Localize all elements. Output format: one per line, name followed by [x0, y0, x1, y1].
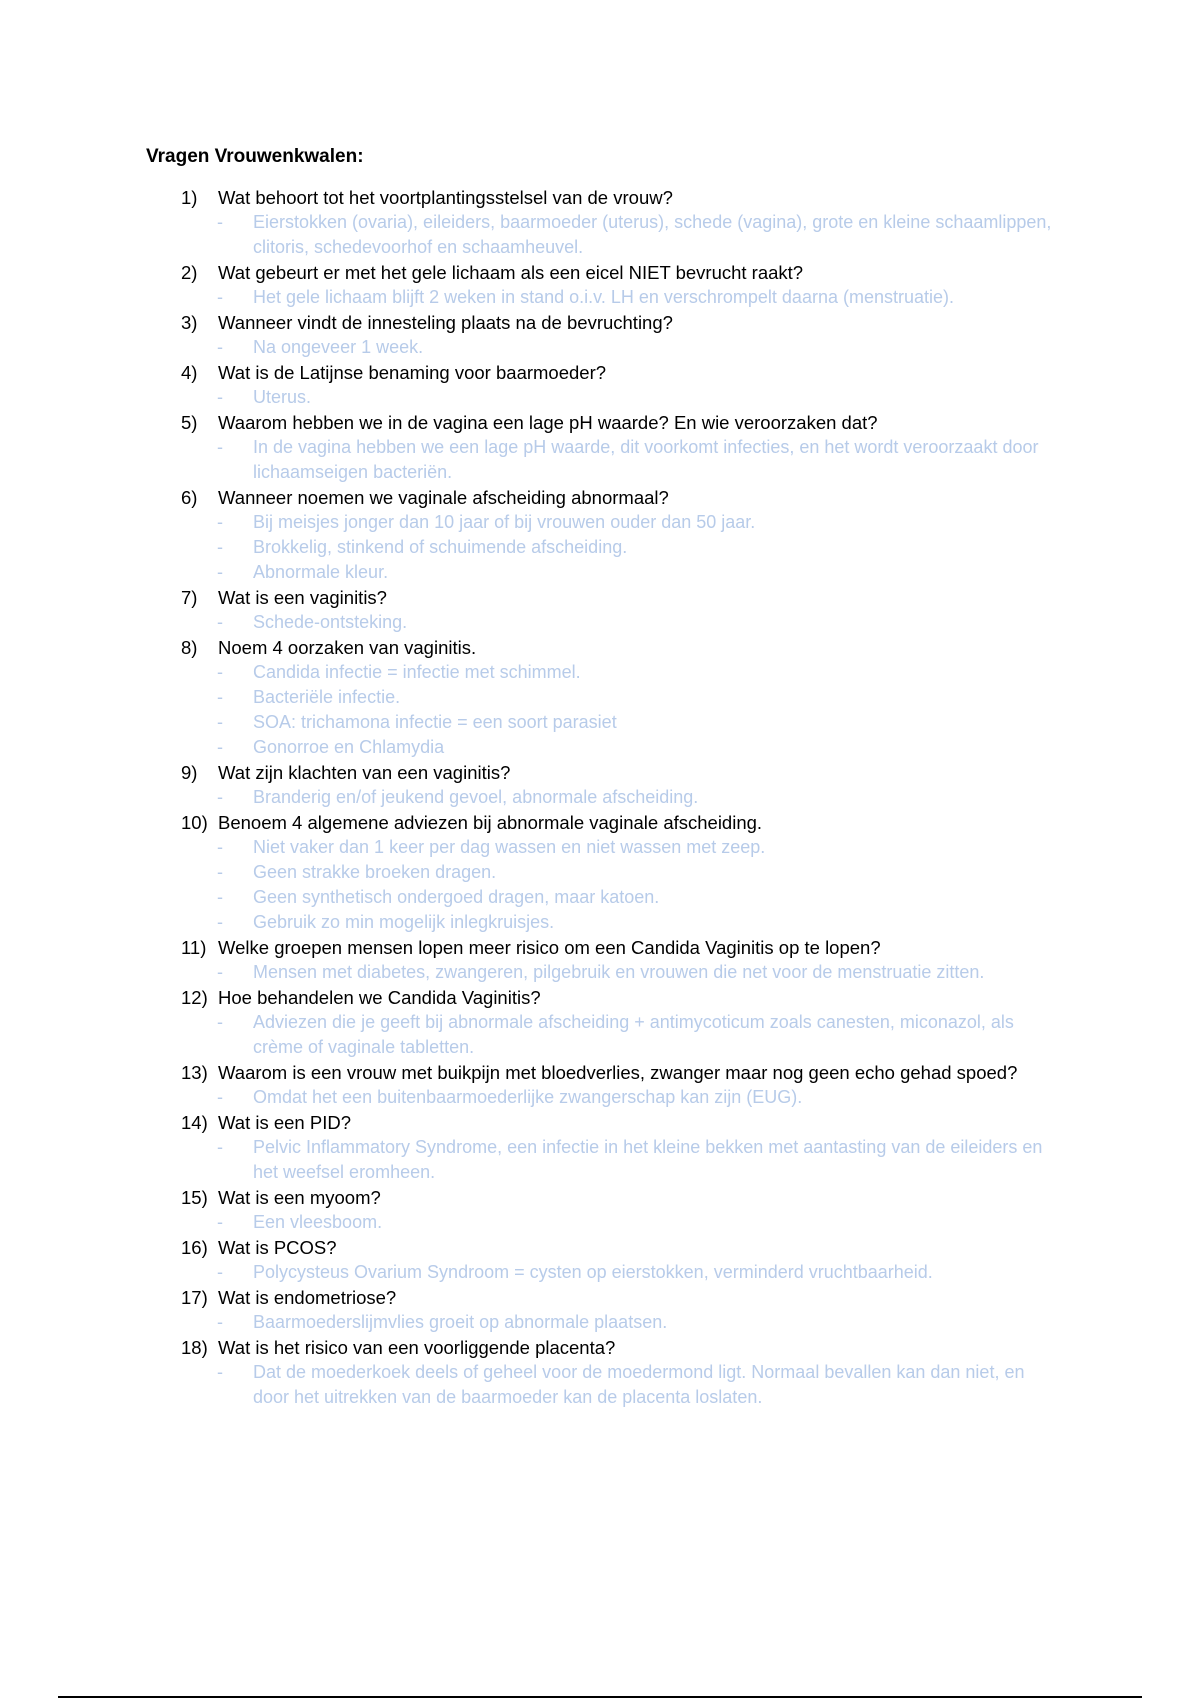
- question-number: 17): [181, 1287, 208, 1308]
- question: [181, 310, 1061, 335]
- answer-item: [181, 435, 1061, 485]
- question: [181, 760, 1061, 785]
- answer-text: Gonorroe en Chlamydia: [253, 737, 445, 757]
- dash-bullet-icon: -: [217, 1262, 223, 1282]
- question-number: 1): [181, 187, 198, 208]
- question-item: [181, 310, 1061, 360]
- answer-text: Eierstokken (ovaria), eileiders, baarmoeder (uterus), schede (vagina), grote en kleine schaamlippen, clitoris, schedevoorhof en schaamheuvel.: [253, 212, 1052, 257]
- question-number: 5): [181, 412, 198, 433]
- question-item: [181, 1060, 1061, 1110]
- answer-text: Gebruik zo min mogelijk inlegkruisjes.: [253, 912, 555, 932]
- question-number: 7): [181, 587, 198, 608]
- question-text: Wat zijn klachten van een vaginitis?: [218, 762, 511, 783]
- answer-list: [181, 1135, 1061, 1185]
- question-item: [181, 635, 1061, 760]
- question-item: [181, 360, 1061, 410]
- answer-list: [181, 1260, 1061, 1285]
- dash-bullet-icon: -: [217, 912, 223, 932]
- answer-list: [181, 1210, 1061, 1235]
- question-number: 15): [181, 1187, 208, 1208]
- dash-bullet-icon: -: [217, 1312, 223, 1332]
- question-number: 13): [181, 1062, 208, 1083]
- dash-bullet-icon: -: [217, 337, 223, 357]
- question-text: Waarom hebben we in de vagina een lage pH waarde? En wie veroorzaken dat?: [218, 412, 878, 433]
- answer-text: Dat de moederkoek deels of geheel voor de moedermond ligt. Normaal bevallen kan dan niet, en door het uitrekken van de baarmoeder kan de placenta loslaten.: [253, 1362, 1025, 1407]
- answer-text: Omdat het een buitenbaarmoederlijke zwangerschap kan zijn (EUG).: [253, 1087, 803, 1107]
- answer-item: [181, 735, 1061, 760]
- answer-text: Mensen met diabetes, zwangeren, pilgebruik en vrouwen die net voor de menstruatie zitten.: [253, 962, 985, 982]
- question-text: Wanneer vindt de innesteling plaats na de bevruchting?: [218, 312, 673, 333]
- answer-text: Niet vaker dan 1 keer per dag wassen en niet wassen met zeep.: [253, 837, 766, 857]
- answer-text: Na ongeveer 1 week.: [253, 337, 424, 357]
- answer-text: Branderig en/of jeukend gevoel, abnormale afscheiding.: [253, 787, 699, 807]
- answer-item: [181, 860, 1061, 885]
- dash-bullet-icon: -: [217, 612, 223, 632]
- question-item: [181, 1335, 1061, 1410]
- answer-item: [181, 1360, 1061, 1410]
- question: [181, 1335, 1061, 1360]
- dash-bullet-icon: -: [217, 662, 223, 682]
- answer-text: Abnormale kleur.: [253, 562, 389, 582]
- dash-bullet-icon: -: [217, 387, 223, 407]
- question: [181, 585, 1061, 610]
- answer-list: [181, 210, 1061, 260]
- question-text: Wat is een PID?: [218, 1112, 351, 1133]
- question-number: 3): [181, 312, 198, 333]
- question: [181, 810, 1061, 835]
- dash-bullet-icon: -: [217, 1087, 223, 1107]
- dash-bullet-icon: -: [217, 837, 223, 857]
- answer-item: [181, 710, 1061, 735]
- question: [181, 410, 1061, 435]
- question: [181, 935, 1061, 960]
- question-number: 8): [181, 637, 198, 658]
- answer-list: [181, 385, 1061, 410]
- answer-item: [181, 285, 1061, 310]
- answer-item: [181, 910, 1061, 935]
- dash-bullet-icon: -: [217, 212, 223, 232]
- question-item: [181, 260, 1061, 310]
- question-number: 4): [181, 362, 198, 383]
- question-list: [181, 185, 1061, 1410]
- answer-text: Polycysteus Ovarium Syndroom = cysten op eierstokken, verminderd vruchtbaarheid.: [253, 1262, 933, 1282]
- answer-list: [181, 610, 1061, 635]
- answer-text: Adviezen die je geeft bij abnormale afscheiding + antimycoticum zoals canesten, miconazol, als crème of vaginale tabletten.: [253, 1012, 1014, 1057]
- answer-list: [181, 660, 1061, 760]
- question-text: Wat is de Latijnse benaming voor baarmoeder?: [218, 362, 607, 383]
- question: [181, 260, 1061, 285]
- answer-list: [181, 435, 1061, 485]
- question-text: Wat is het risico van een voorliggende placenta?: [218, 1337, 616, 1358]
- answer-list: [181, 1360, 1061, 1410]
- question-text: Wat behoort tot het voortplantingsstelsel van de vrouw?: [218, 187, 673, 208]
- question-text: Wat is PCOS?: [218, 1237, 337, 1258]
- question-item: [181, 935, 1061, 985]
- question-text: Wat is een myoom?: [218, 1187, 381, 1208]
- question-item: [181, 585, 1061, 635]
- answer-item: [181, 510, 1061, 535]
- answer-text: Uterus.: [253, 387, 312, 407]
- dash-bullet-icon: -: [217, 537, 223, 557]
- dash-bullet-icon: -: [217, 287, 223, 307]
- answer-item: [181, 335, 1061, 360]
- answer-list: [181, 785, 1061, 810]
- dash-bullet-icon: -: [217, 962, 223, 982]
- question-number: 18): [181, 1337, 208, 1358]
- answer-list: [181, 335, 1061, 360]
- question: [181, 185, 1061, 210]
- page-divider: [58, 1696, 1142, 1698]
- question-text: Wanneer noemen we vaginale afscheiding abnormaal?: [218, 487, 669, 508]
- answer-list: [181, 835, 1061, 935]
- question-text: Noem 4 oorzaken van vaginitis.: [218, 637, 477, 658]
- answer-text: Geen strakke broeken dragen.: [253, 862, 497, 882]
- answer-item: [181, 1085, 1061, 1110]
- question-text: Wat is endometriose?: [218, 1287, 397, 1308]
- answer-list: [181, 285, 1061, 310]
- answer-item: [181, 1210, 1061, 1235]
- question-item: [181, 1110, 1061, 1185]
- question: [181, 1285, 1061, 1310]
- dash-bullet-icon: -: [217, 737, 223, 757]
- dash-bullet-icon: -: [217, 862, 223, 882]
- answer-text: Het gele lichaam blijft 2 weken in stand o.i.v. LH en verschrompelt daarna (menstruatie).: [253, 287, 954, 307]
- dash-bullet-icon: -: [217, 687, 223, 707]
- dash-bullet-icon: -: [217, 712, 223, 732]
- dash-bullet-icon: -: [217, 1137, 223, 1157]
- answer-list: [181, 510, 1061, 585]
- dash-bullet-icon: -: [217, 887, 223, 907]
- question-item: [181, 985, 1061, 1060]
- question-item: [181, 410, 1061, 485]
- question-text: Wat gebeurt er met het gele lichaam als een eicel NIET bevrucht raakt?: [218, 262, 804, 283]
- answer-list: [181, 960, 1061, 985]
- answer-list: [181, 1310, 1061, 1335]
- question-text: Waarom is een vrouw met buikpijn met bloedverlies, zwanger maar nog geen echo gehad spoed?: [218, 1062, 1018, 1083]
- answer-item: [181, 385, 1061, 410]
- answer-item: [181, 1135, 1061, 1185]
- dash-bullet-icon: -: [217, 437, 223, 457]
- question-number: 12): [181, 987, 208, 1008]
- question-item: [181, 1285, 1061, 1335]
- answer-text: Baarmoederslijmvlies groeit op abnormale plaatsen.: [253, 1312, 668, 1332]
- answer-item: [181, 610, 1061, 635]
- answer-text: Bacteriële infectie.: [253, 687, 401, 707]
- answer-item: [181, 1260, 1061, 1285]
- dash-bullet-icon: -: [217, 787, 223, 807]
- dash-bullet-icon: -: [217, 512, 223, 532]
- question-item: [181, 760, 1061, 810]
- answer-item: [181, 210, 1061, 260]
- dash-bullet-icon: -: [217, 562, 223, 582]
- question-item: [181, 1185, 1061, 1235]
- question-item: [181, 185, 1061, 260]
- question-number: 6): [181, 487, 198, 508]
- answer-list: [181, 1010, 1061, 1060]
- question: [181, 985, 1061, 1010]
- answer-text: Schede-ontsteking.: [253, 612, 408, 632]
- question: [181, 485, 1061, 510]
- question-text: Hoe behandelen we Candida Vaginitis?: [218, 987, 541, 1008]
- answer-item: [181, 785, 1061, 810]
- answer-item: [181, 1310, 1061, 1335]
- answer-item: [181, 660, 1061, 685]
- answer-text: Candida infectie = infectie met schimmel.: [253, 662, 581, 682]
- answer-item: [181, 560, 1061, 585]
- question: [181, 635, 1061, 660]
- question-text: Welke groepen mensen lopen meer risico om een Candida Vaginitis op te lopen?: [218, 937, 881, 958]
- question-number: 10): [181, 812, 208, 833]
- answer-text: Pelvic Inflammatory Syndrome, een infectie in het kleine bekken met aantasting van de eileiders en het weefsel eromheen.: [253, 1137, 1043, 1182]
- page-title: Vragen Vrouwenkwalen:: [146, 146, 364, 167]
- question-number: 16): [181, 1237, 208, 1258]
- question-item: [181, 810, 1061, 935]
- answer-list: [181, 1085, 1061, 1110]
- question: [181, 1235, 1061, 1260]
- question-item: [181, 1235, 1061, 1285]
- question-number: 11): [181, 937, 207, 958]
- answer-item: [181, 685, 1061, 710]
- answer-text: SOA: trichamona infectie = een soort parasiet: [253, 712, 617, 732]
- dash-bullet-icon: -: [217, 1012, 223, 1032]
- answer-text: Een vleesboom.: [253, 1212, 383, 1232]
- answer-item: [181, 1010, 1061, 1060]
- question: [181, 1060, 1061, 1085]
- answer-item: [181, 885, 1061, 910]
- question: [181, 360, 1061, 385]
- question: [181, 1110, 1061, 1135]
- answer-text: Geen synthetisch ondergoed dragen, maar katoen.: [253, 887, 660, 907]
- question-number: 2): [181, 262, 198, 283]
- dash-bullet-icon: -: [217, 1362, 223, 1382]
- question-number: 9): [181, 762, 198, 783]
- question-text: Benoem 4 algemene adviezen bij abnormale vaginale afscheiding.: [218, 812, 763, 833]
- answer-text: Brokkelig, stinkend of schuimende afscheiding.: [253, 537, 628, 557]
- dash-bullet-icon: -: [217, 1212, 223, 1232]
- question-number: 14): [181, 1112, 208, 1133]
- question: [181, 1185, 1061, 1210]
- answer-item: [181, 535, 1061, 560]
- answer-item: [181, 835, 1061, 860]
- question-text: Wat is een vaginitis?: [218, 587, 387, 608]
- answer-text: Bij meisjes jonger dan 10 jaar of bij vrouwen ouder dan 50 jaar.: [253, 512, 756, 532]
- question-item: [181, 485, 1061, 585]
- answer-text: In de vagina hebben we een lage pH waarde, dit voorkomt infecties, en het wordt veroorzaakt door lichaamseigen bacteriën.: [253, 437, 1039, 482]
- answer-item: [181, 960, 1061, 985]
